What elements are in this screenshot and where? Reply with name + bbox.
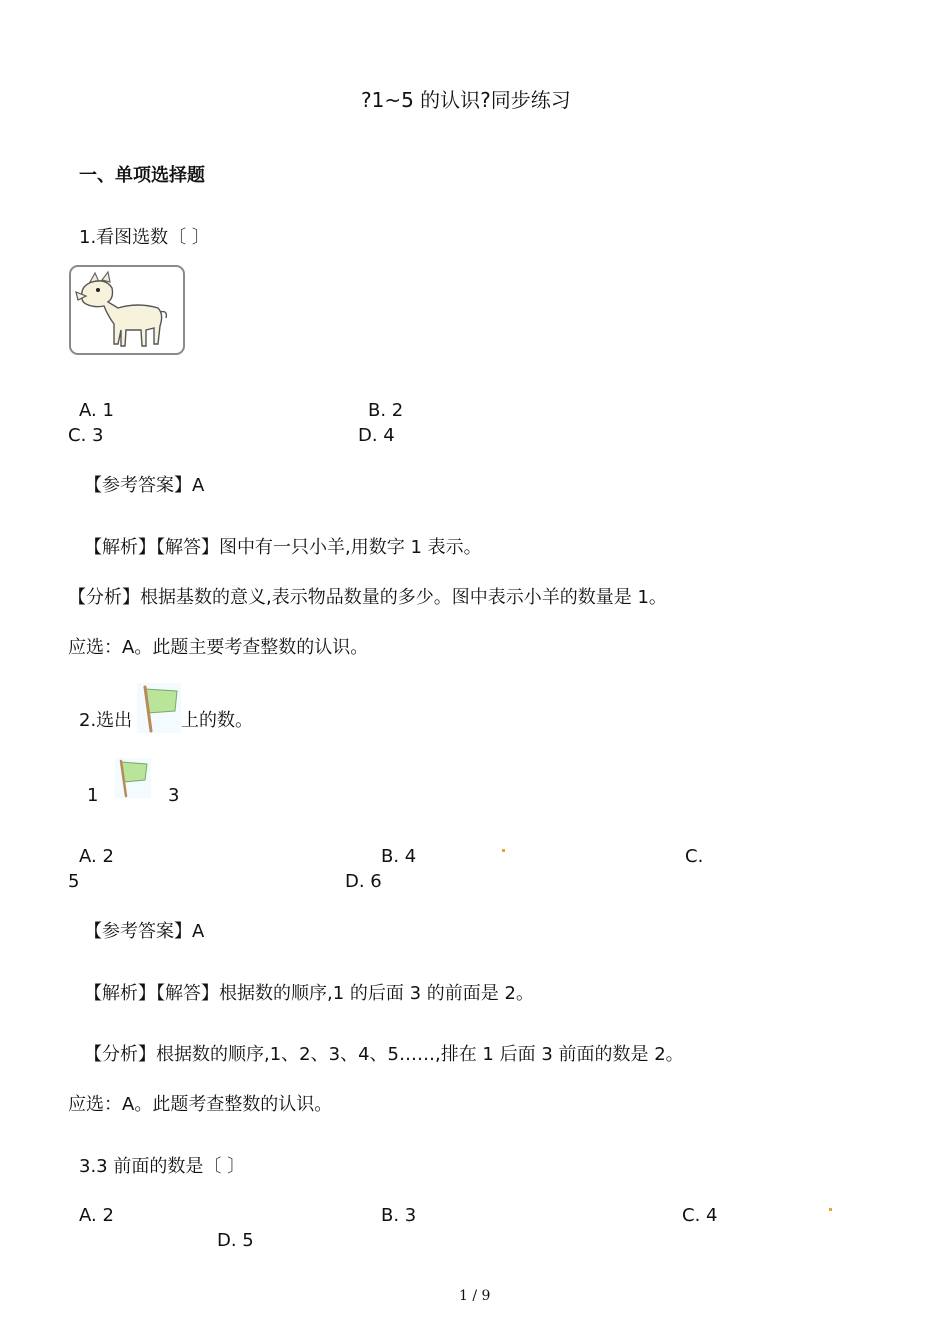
q3-option-c: C. 4 <box>682 1205 718 1226</box>
q2-explanation-3: 应选：A。此题考查整数的认识。 <box>68 1094 333 1115</box>
q2-sequence-left: 1 <box>87 785 99 806</box>
flag-icon <box>137 683 181 733</box>
q2-sequence-right: 3 <box>168 785 180 806</box>
q2-answer: 【参考答案】A <box>84 921 205 942</box>
q2-stem-after: 上的数。 <box>181 710 253 731</box>
page-number: 1 / 9 <box>459 1288 491 1304</box>
q2-option-c: C. <box>685 846 704 867</box>
q2-explanation-2: 【分析】根据数的顺序,1、2、3、4、5……,排在 1 后面 3 前面的数是 2。 <box>84 1044 684 1065</box>
q2-explanation-1: 【解析】【解答】根据数的顺序,1 的后面 3 的前面是 2。 <box>84 983 534 1004</box>
stray-mark <box>829 1208 832 1211</box>
section-heading: 一、单项选择题 <box>79 165 205 186</box>
q1-option-b: B. 2 <box>368 400 404 421</box>
q2-stem-before: 2.选出 <box>79 710 133 731</box>
q1-explanation-2: 【分析】根据基数的意义,表示物品数量的多少。图中表示小羊的数量是 1。 <box>68 587 667 608</box>
goat-icon <box>68 264 186 356</box>
q3-option-a: A. 2 <box>79 1205 114 1226</box>
q2-option-b: B. 4 <box>381 846 417 867</box>
q3-stem: 3.3 前面的数是〔 〕 <box>79 1156 246 1177</box>
q3-option-d: D. 5 <box>217 1230 254 1251</box>
q1-option-c: C. 3 <box>68 425 104 446</box>
page-title: ?1~5 的认识?同步练习 <box>361 88 571 112</box>
q1-explanation-3: 应选：A。此题主要考查整数的认识。 <box>68 637 369 658</box>
q1-option-a: A. 1 <box>79 400 114 421</box>
q2-option-d: D. 6 <box>345 871 382 892</box>
q1-stem: 1.看图选数〔 〕 <box>79 227 210 248</box>
q2-option-a: A. 2 <box>79 846 114 867</box>
q3-option-b: B. 3 <box>381 1205 417 1226</box>
q2-option-c-value: 5 <box>68 871 80 892</box>
stray-mark <box>502 849 505 852</box>
flag-icon <box>115 758 151 798</box>
q1-option-d: D. 4 <box>358 425 395 446</box>
q1-answer: 【参考答案】A <box>84 475 205 496</box>
q1-explanation-1: 【解析】【解答】图中有一只小羊,用数字 1 表示。 <box>84 537 482 558</box>
